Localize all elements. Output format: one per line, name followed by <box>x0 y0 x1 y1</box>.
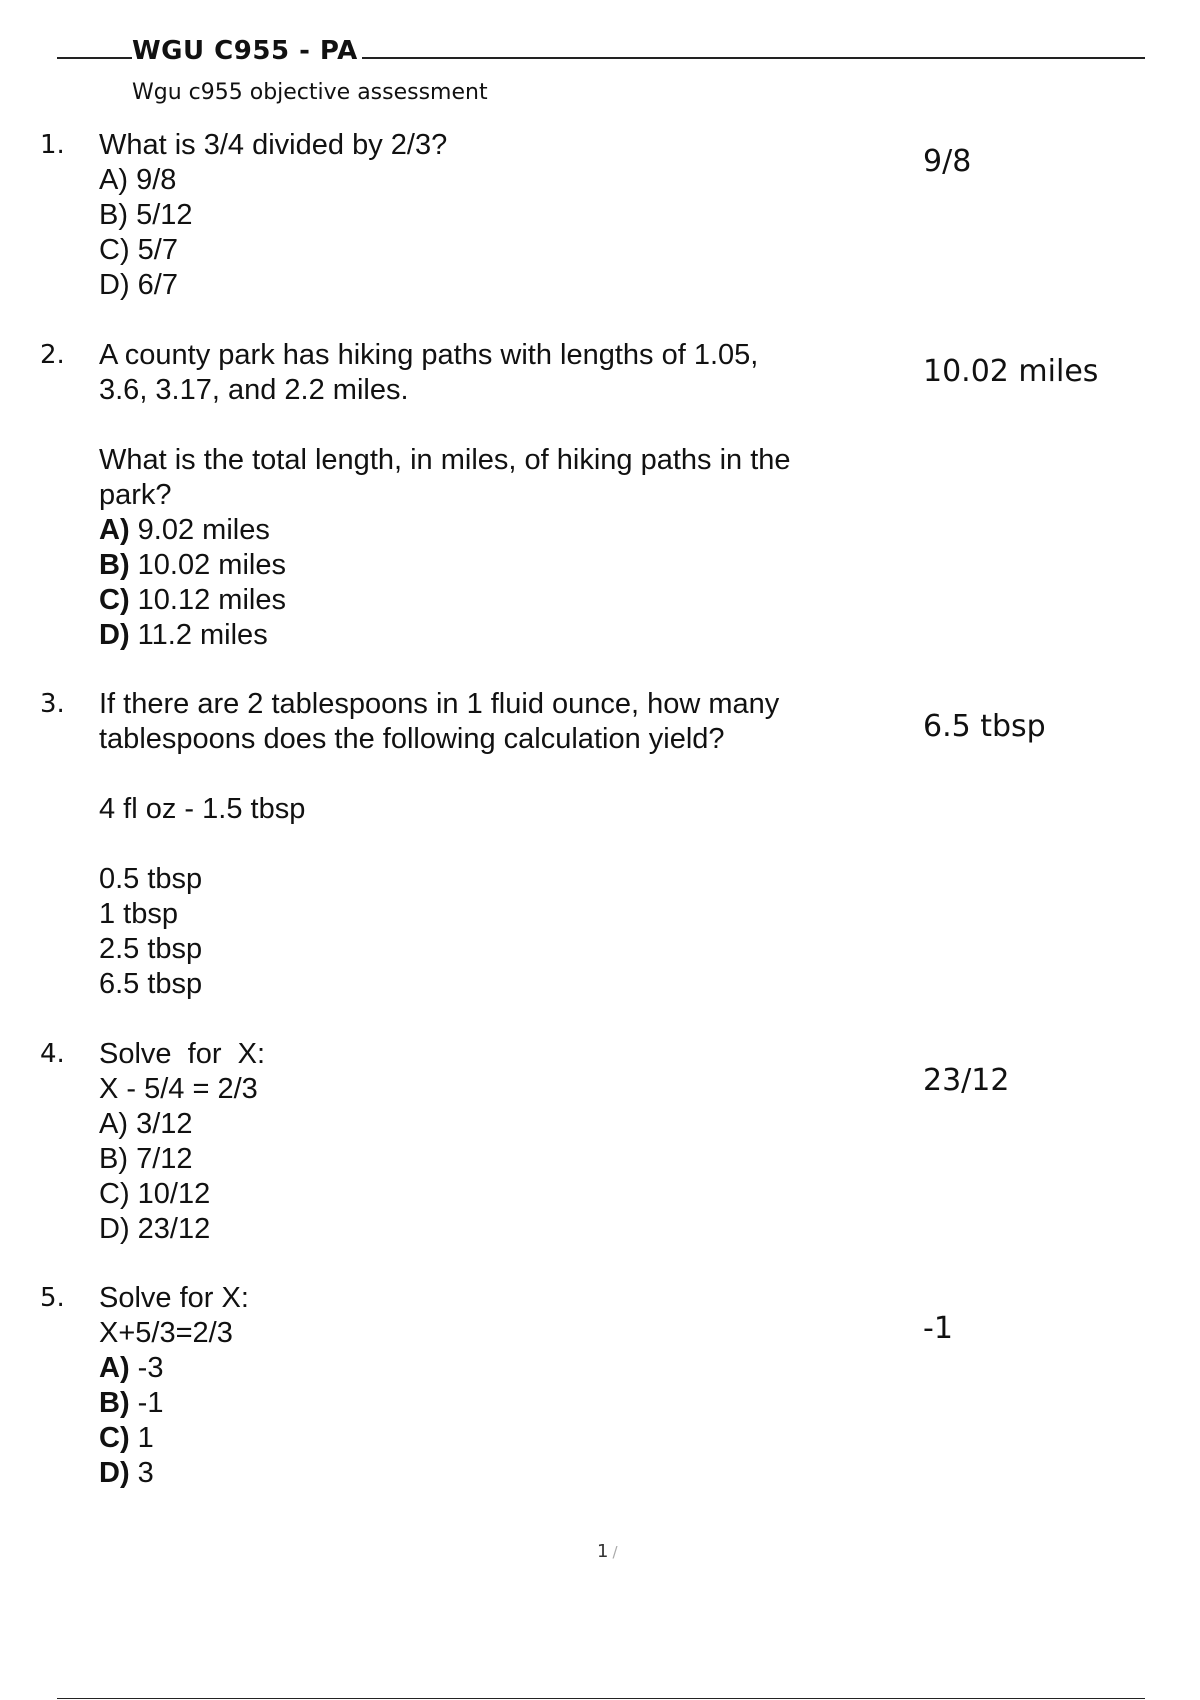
question-prompt-line: 3.6, 3.17, and 2.2 miles. <box>99 374 409 406</box>
question-prompt-line: What is the total length, in miles, of hiking paths in the <box>99 444 791 476</box>
option-a: A) 3/12 <box>99 1108 193 1140</box>
option-c: C) 1 <box>99 1422 154 1454</box>
document-subtitle: Wgu c955 objective assessment <box>132 80 488 105</box>
option-b: B) -1 <box>99 1387 164 1419</box>
option-c: C) 5/7 <box>99 234 178 266</box>
question-prompt-line: tablespoons does the following calculation yield? <box>99 723 725 755</box>
option-3: 2.5 tbsp <box>99 933 203 965</box>
option-b: B) 5/12 <box>99 199 193 231</box>
question-prompt-line: park? <box>99 479 172 511</box>
option-1: 0.5 tbsp <box>99 863 203 895</box>
question-body <box>99 1037 919 1247</box>
document-title: WGU C955 - PA <box>132 34 362 68</box>
answer: 9/8 <box>923 144 972 179</box>
question-body <box>99 128 919 303</box>
option-d: D) 11.2 miles <box>99 619 268 651</box>
footer-rule <box>57 1698 1145 1699</box>
option-2: 1 tbsp <box>99 898 178 930</box>
option-d: D) 23/12 <box>99 1213 211 1245</box>
question-body <box>99 687 919 1002</box>
question-number: 2. <box>40 340 65 370</box>
question-prompt-line: Solve for X: <box>99 1282 249 1314</box>
option-c: C) 10/12 <box>99 1178 211 1210</box>
answer: 6.5 tbsp <box>923 709 1046 744</box>
option-d: D) 3 <box>99 1457 154 1489</box>
option-a: A) 9/8 <box>99 164 177 196</box>
question-equation: X+5/3=2/3 <box>99 1317 233 1349</box>
page-number: 1 / <box>597 1541 618 1562</box>
option-b: B) 7/12 <box>99 1143 193 1175</box>
question-prompt-line: A county park has hiking paths with lengths of 1.05, <box>99 339 759 371</box>
option-a: A) -3 <box>99 1352 164 1384</box>
option-a: A) 9.02 miles <box>99 514 270 546</box>
question-number: 1. <box>40 130 65 160</box>
option-b: B) 10.02 miles <box>99 549 286 581</box>
question-number: 3. <box>40 689 65 719</box>
question-number: 4. <box>40 1039 65 1069</box>
question-prompt-line: If there are 2 tablespoons in 1 fluid ounce, how many <box>99 688 780 720</box>
question-expression: 4 fl oz - 1.5 tbsp <box>99 793 306 825</box>
question-equation: X - 5/4 = 2/3 <box>99 1073 258 1105</box>
question-prompt: What is 3/4 divided by 2/3? <box>99 129 448 161</box>
answer: -1 <box>923 1311 953 1346</box>
question-body <box>99 1281 919 1491</box>
answer: 10.02 miles <box>923 354 1099 389</box>
option-d: D) 6/7 <box>99 269 178 301</box>
question-prompt-line: Solve for X: <box>99 1038 266 1070</box>
question-number: 5. <box>40 1283 65 1313</box>
option-c: C) 10.12 miles <box>99 584 286 616</box>
question-body <box>99 338 919 653</box>
option-4: 6.5 tbsp <box>99 968 203 1000</box>
answer: 23/12 <box>923 1063 1010 1098</box>
